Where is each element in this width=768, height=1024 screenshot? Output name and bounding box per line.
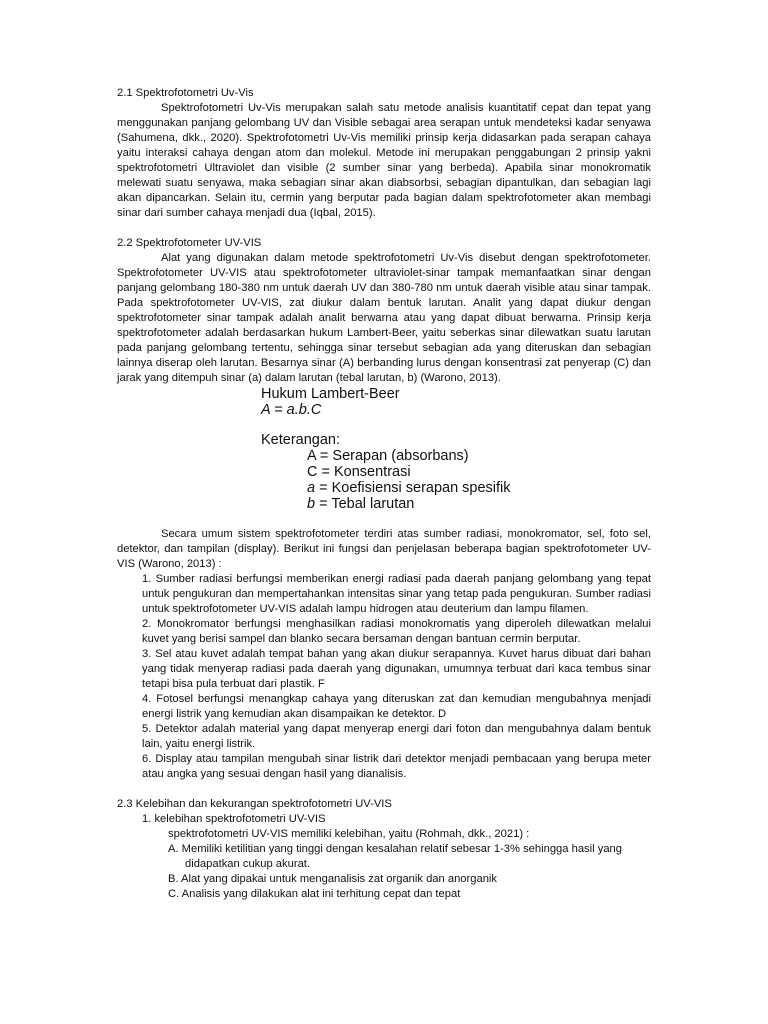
- list-item: 5. Detektor adalah material yang dapat menyerap energi dari foton dan mengubahnya dalam bentuk lain, yaitu energi listrik.: [142, 723, 651, 750]
- formula-def-c: C = Konsentrasi: [307, 464, 411, 480]
- list-item: 3. Sel atau kuvet adalah tempat bahan yang akan diukur serapannya. Kuvet harus dibuat dari bahan yang tidak menyerap radiasi pada daerah yang digunakan, umumnya terbuat dari kaca tembus sinar tetapi bisa pula terbuat dari plastik. F: [142, 648, 651, 690]
- list-item: C. Analisis yang dilakukan alat ini terhitung cepat dan tepat: [168, 888, 461, 900]
- formula-def-koef: a = Koefisiensi serapan spesifik: [307, 480, 511, 496]
- component-list: [117, 572, 651, 782]
- kelebihan-intro: spektrofotometri UV-VIS memiliki kelebihan, yaitu (Rohmah, dkk., 2021) :: [168, 828, 530, 840]
- list-item: 1. Sumber radiasi berfungsi memberikan energi radiasi pada daerah panjang gelombang yang tepat untuk pengukuran dan mempertahankan intensitas sinar yang tetap pada pengukuran. Sumber radiasi untuk spektrofotometer UV-VIS adalah lampu hidrogen atau deuterium dan lampu filamen.: [142, 573, 651, 615]
- list-item-continuation: didapatkan cukup akurat.: [185, 858, 311, 870]
- list-item: 2. Monokromator berfungsi menghasilkan radiasi monokromatis yang diperoleh dilewatkan melalui kuvet yang berisi sampel dan blanko secara bersaman dengan bantuan cermin berputar.: [142, 618, 651, 645]
- list-item: A. Memiliki ketilitian yang tinggi dengan kesalahan relatif sebesar 1-3% sehingga hasil yang: [168, 843, 622, 855]
- formula-legend-label: Keterangan:: [261, 432, 341, 448]
- document-body: [117, 86, 651, 902]
- kelebihan-list: [168, 842, 651, 902]
- section-heading-2-3: 2.3 Kelebihan dan kekurangan spektrofotometri UV-VIS: [117, 798, 392, 810]
- list-item: B. Alat yang dipakai untuk menganalisis zat organik dan anorganik: [168, 873, 497, 885]
- paragraph-system-overview: Secara umum sistem spektrofotometer terdiri atas sumber radiasi, monokromator, sel, foto sel, detektor, dan tampilan (display). Berikut ini fungsi dan penjelasan beberapa bagian spektrofotometer UV-VIS (Warono, 2013) :: [117, 528, 651, 570]
- paragraph-uv-vis-definition: Spektrofotometri Uv-Vis merupakan salah satu metode analisis kuantitatif cepat dan tepat yang menggunakan panjang gelombang UV dan Visible sebagai area serapan untuk mendeteksi kadar senyawa (Sahumena, dkk., 2020). Spektrofotometri Uv-Vis memiliki prinsip kerja didasarkan pada serapan cahaya yaitu interaksi cahaya dengan atom dan molekul. Metode ini merupakan penggabungan 2 prinsip yakni spektrofotometri Ultraviolet dan visible (2 sumber sinar yang berbeda). Apabila sinar monokromatik melewati suatu senyawa, maka sebagian sinar akan diabsorbsi, sebagian dipantulkan, dan sebagian lagi akan dipancarkan. Selain itu, cermin yang berputar pada bagian dalam spektrofotometer akan membagi sinar dari sumber cahaya menjadi dua (Iqbal, 2015).: [117, 102, 651, 219]
- formula-def-b: b = Tebal larutan: [307, 496, 415, 512]
- formula-equation: A = a.b.C: [261, 402, 322, 418]
- section-heading-2-2: 2.2 Spektrofotometer UV-VIS: [117, 237, 262, 249]
- paragraph-spektrofotometer: Alat yang digunakan dalam metode spektrofotometri Uv-Vis disebut dengan spektrofotometer. Spektrofotometer UV-VIS atau spektrofotometer ultraviolet-sinar tampak memanfaatkan sinar dengan panjang gelombang 180-380 nm untuk daerah UV dan 380-780 nm untuk daerah visible atau sinar tampak. Pada spektrofotometer UV-VIS, zat diukur dalam bentuk larutan. Analit yang dapat diukur dengan spektrofotometer sinar tampak adalah analit berwarna atau yang dapat dibuat berwarna. Prinsip kerja spektrofotometer adalah berdasarkan hukum Lambert-Beer, yaitu seberkas sinar dilewatkan suatu larutan pada panjang gelombang tertentu, sehingga sinar tersebut sebagian ada yang diteruskan dan sebagian lainnya diserap oleh larutan. Besarnya sinar (A) berbanding lurus dengan konsentrasi zat penyerap (C) dan jarak yang ditempuh sinar (a) dalam larutan (tebal larutan, b) (Warono, 2013).: [117, 252, 651, 384]
- spacer: [117, 782, 651, 797]
- lambert-beer-formula: [261, 386, 651, 512]
- list-item: 4. Fotosel berfungsi menangkap cahaya yang diteruskan zat dan kemudian mengubahnya menjadi energi listrik yang kemudian akan disampaikan ke detektor. D: [142, 693, 651, 720]
- formula-title: Hukum Lambert-Beer: [261, 386, 400, 402]
- section-heading-2-1: 2.1 Spektrofotometri Uv-Vis: [117, 87, 254, 99]
- spacer: [117, 512, 651, 527]
- subheading-kelebihan: 1. kelebihan spektrofotometri UV-VIS: [142, 813, 326, 825]
- spacer: [117, 221, 651, 236]
- formula-def-a: A = Serapan (absorbans): [307, 448, 469, 464]
- list-item: 6. Display atau tampilan mengubah sinar listrik dari detektor menjadi pembacaan yang berupa meter atau angka yang sesuai dengan hasil yang dianalisis.: [142, 753, 651, 780]
